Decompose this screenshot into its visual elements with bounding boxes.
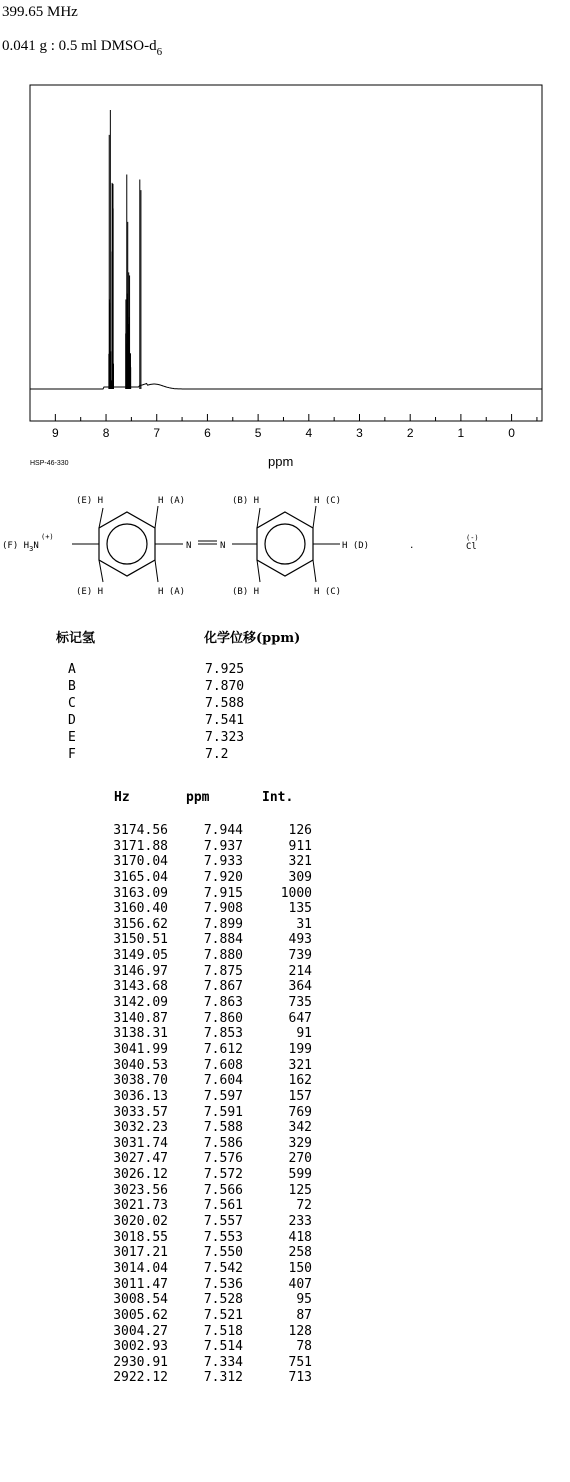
spectrum-peaks	[109, 110, 141, 389]
sample-prefix: 0.041 g : 0.5 ml DMSO-d	[2, 38, 157, 54]
cell-hz: 3038.70	[113, 1073, 168, 1089]
cell-hz: 3170.04	[113, 854, 168, 870]
cell-hz: 3026.12	[113, 1167, 168, 1183]
cell-ppm: 7.915	[203, 885, 243, 901]
cell-hz: 3014.04	[113, 1260, 168, 1276]
cell-int: 321	[288, 1057, 312, 1073]
shift-label: F	[68, 747, 76, 762]
peak-table-header	[0, 790, 400, 808]
cell-int: 87	[296, 1307, 312, 1323]
label-e-bot: (E) H	[76, 587, 104, 597]
x-axis-tick-labels	[52, 426, 515, 440]
label-a-bot: H (A)	[158, 587, 186, 597]
label-n-amine: N	[33, 541, 39, 551]
cell-hz: 3018.55	[113, 1229, 168, 1245]
label-c-bot: H (C)	[314, 587, 342, 597]
x-tick-label: 8	[102, 426, 110, 440]
cell-hz: 3023.56	[113, 1182, 168, 1198]
cell-hz: 3138.31	[113, 1026, 168, 1042]
cell-ppm: 7.880	[203, 948, 243, 964]
shift-label: D	[68, 713, 76, 728]
cell-int: 364	[288, 979, 312, 995]
cell-hz: 3004.27	[113, 1323, 168, 1339]
shift-ppm: 7.2	[205, 747, 229, 762]
cell-int: 735	[288, 995, 312, 1011]
cell-hz: 3020.02	[113, 1214, 168, 1230]
cell-hz: 3160.40	[113, 901, 168, 917]
cell-int: 157	[288, 1088, 312, 1104]
cell-ppm: 7.536	[203, 1276, 243, 1292]
molecule-structure	[0, 478, 570, 618]
spectrum-baseline	[30, 384, 542, 390]
shift-ppm: 7.925	[205, 662, 245, 677]
cell-ppm: 7.908	[203, 901, 243, 917]
shift-header-ppm: 化学位移(ppm)	[204, 631, 301, 646]
cell-hz: 3174.56	[113, 823, 168, 838]
label-dot: .	[409, 541, 415, 551]
cell-ppm: 7.550	[203, 1245, 243, 1261]
cell-hz: 3033.57	[113, 1104, 168, 1120]
x-tick-label: 4	[305, 426, 313, 440]
cell-ppm: 7.528	[203, 1292, 243, 1308]
sample-description	[2, 38, 162, 58]
spectrometer-frequency: 399.65 MHz	[2, 4, 78, 20]
cell-hz: 3041.99	[113, 1041, 168, 1057]
cell-hz: 3150.51	[113, 932, 168, 948]
x-tick-label: 7	[153, 426, 161, 440]
cell-ppm: 7.937	[203, 838, 243, 854]
cell-ppm: 7.867	[203, 979, 243, 995]
cell-ppm: 7.608	[203, 1057, 243, 1073]
cell-hz: 3005.62	[113, 1307, 168, 1323]
cell-int: 91	[296, 1026, 312, 1042]
shift-label: B	[68, 679, 76, 694]
label-cl-charge: (-)	[466, 534, 479, 542]
label-f-left	[2, 541, 39, 553]
cell-ppm: 7.899	[203, 916, 243, 932]
label-f-sub: 3	[29, 545, 34, 553]
shift-label: C	[68, 696, 76, 711]
label-cl: Cl	[466, 542, 477, 552]
shift-ppm: 7.588	[205, 696, 245, 711]
cell-ppm: 7.553	[203, 1229, 243, 1245]
cell-int: 599	[288, 1167, 312, 1183]
shift-header-label: 标记氢	[56, 631, 96, 646]
sample-subscript: 6	[156, 46, 163, 58]
cell-int: 769	[288, 1104, 312, 1120]
cell-hz: 3143.68	[113, 979, 168, 995]
cell-int: 199	[288, 1041, 312, 1057]
cell-int: 342	[288, 1120, 312, 1136]
cell-int: 162	[288, 1073, 312, 1089]
cell-ppm: 7.591	[203, 1104, 243, 1120]
cell-ppm: 7.920	[203, 869, 243, 885]
cell-hz: 2922.12	[113, 1370, 168, 1386]
cell-ppm: 7.933	[203, 854, 243, 870]
x-tick-label: 9	[52, 426, 59, 440]
cell-ppm: 7.586	[203, 1135, 243, 1151]
cell-ppm: 7.334	[203, 1354, 243, 1370]
cell-ppm: 7.863	[203, 995, 243, 1011]
column-header-int: Int.	[262, 790, 294, 805]
x-tick-label: 0	[508, 426, 515, 440]
cell-hz: 3140.87	[113, 1010, 168, 1026]
label-n1: N	[186, 541, 192, 551]
label-c-top: H (C)	[314, 496, 342, 506]
bond-a-bot	[155, 560, 158, 582]
cell-int: 135	[288, 901, 312, 917]
cell-ppm: 7.557	[203, 1214, 243, 1230]
x-axis-ticks	[30, 414, 537, 421]
cell-int: 233	[288, 1214, 312, 1230]
cell-int: 128	[288, 1323, 312, 1339]
label-b-bot: (B) H	[232, 587, 260, 597]
x-tick-label: 2	[406, 426, 414, 440]
plot-frame	[30, 85, 542, 421]
label-f: (F) H	[2, 541, 30, 551]
x-tick-label: 1	[457, 426, 465, 440]
cell-hz: 3017.21	[113, 1245, 168, 1261]
x-axis-label: ppm	[268, 454, 294, 469]
cell-hz: 3040.53	[113, 1057, 168, 1073]
cell-hz: 3142.09	[113, 995, 168, 1011]
cell-int: 309	[288, 869, 312, 885]
cell-int: 214	[288, 963, 312, 979]
cell-int: 150	[288, 1260, 312, 1276]
cell-hz: 3156.62	[113, 916, 168, 932]
cell-int: 95	[296, 1292, 312, 1308]
cell-ppm: 7.576	[203, 1151, 243, 1167]
cell-hz: 3163.09	[113, 885, 168, 901]
bond-a-top	[155, 506, 158, 528]
cell-hz: 3011.47	[113, 1276, 168, 1292]
spectrum-code: HSP-46-330	[30, 460, 69, 467]
cell-hz: 3027.47	[113, 1151, 168, 1167]
cell-ppm: 7.518	[203, 1323, 243, 1339]
cell-hz: 3032.23	[113, 1120, 168, 1136]
cell-int: 418	[288, 1229, 312, 1245]
cell-int: 258	[288, 1245, 312, 1261]
cell-hz: 3036.13	[113, 1088, 168, 1104]
shift-label: A	[68, 662, 76, 677]
cell-ppm: 7.944	[203, 823, 243, 838]
cell-ppm: 7.514	[203, 1339, 243, 1355]
cell-hz: 3149.05	[113, 948, 168, 964]
aromatic-circle-2	[265, 524, 305, 564]
label-f-charge: (+)	[41, 533, 54, 541]
cell-ppm: 7.561	[203, 1198, 243, 1214]
label-b-top: (B) H	[232, 496, 260, 506]
cell-ppm: 7.612	[203, 1041, 243, 1057]
cell-ppm: 7.588	[203, 1120, 243, 1136]
cell-ppm: 7.875	[203, 963, 243, 979]
column-header-hz: Hz	[114, 790, 130, 805]
bond-c-bot	[313, 560, 316, 582]
bond-b-bot	[257, 560, 260, 582]
cell-hz: 3165.04	[113, 869, 168, 885]
cell-int: 1000	[280, 885, 312, 901]
cell-int: 125	[288, 1182, 312, 1198]
label-d-right: H (D)	[342, 541, 370, 551]
label-n2: N	[220, 541, 226, 551]
bond-e-bot	[99, 560, 103, 582]
cell-ppm: 7.572	[203, 1167, 243, 1183]
cell-ppm: 7.566	[203, 1182, 243, 1198]
cell-hz: 3146.97	[113, 963, 168, 979]
cell-ppm: 7.853	[203, 1026, 243, 1042]
cell-ppm: 7.521	[203, 1307, 243, 1323]
cell-int: 713	[288, 1370, 312, 1386]
aromatic-circle-1	[107, 524, 147, 564]
cell-int: 126	[288, 823, 312, 838]
cell-int: 78	[296, 1339, 312, 1355]
bond-c-top	[313, 506, 316, 528]
cell-int: 911	[288, 838, 312, 854]
cell-int: 647	[288, 1010, 312, 1026]
x-tick-label: 3	[356, 426, 363, 440]
cell-int: 751	[288, 1354, 312, 1370]
shift-ppm: 7.323	[205, 730, 245, 745]
cell-ppm: 7.312	[203, 1370, 243, 1386]
cell-int: 321	[288, 854, 312, 870]
cell-hz: 3171.88	[113, 838, 168, 854]
cell-int: 72	[296, 1198, 312, 1214]
shift-ppm: 7.870	[205, 679, 245, 694]
bond-b-top	[257, 508, 260, 528]
cell-int: 407	[288, 1276, 312, 1292]
cell-ppm: 7.542	[203, 1260, 243, 1276]
label-e-top: (E) H	[76, 496, 104, 506]
x-tick-label: 5	[254, 426, 262, 440]
shift-label: E	[68, 730, 76, 745]
label-a-top: H (A)	[158, 496, 186, 506]
cell-int: 739	[288, 948, 312, 964]
cell-hz: 3031.74	[113, 1135, 168, 1151]
cell-int: 270	[288, 1151, 312, 1167]
cell-hz: 3002.93	[113, 1339, 168, 1355]
cell-ppm: 7.884	[203, 932, 243, 948]
nmr-spectrum-chart	[0, 80, 570, 460]
bond-e-top	[99, 508, 103, 528]
cell-hz: 3008.54	[113, 1292, 168, 1308]
cell-int: 329	[288, 1135, 312, 1151]
cell-ppm: 7.604	[203, 1073, 243, 1089]
cell-int: 31	[296, 916, 312, 932]
cell-hz: 2930.91	[113, 1354, 168, 1370]
shift-ppm: 7.541	[205, 713, 245, 728]
column-header-ppm: ppm	[186, 790, 210, 805]
cell-ppm: 7.597	[203, 1088, 243, 1104]
cell-int: 493	[288, 932, 312, 948]
x-tick-label: 6	[204, 426, 211, 440]
cell-hz: 3021.73	[113, 1198, 168, 1214]
cell-ppm: 7.860	[203, 1010, 243, 1026]
